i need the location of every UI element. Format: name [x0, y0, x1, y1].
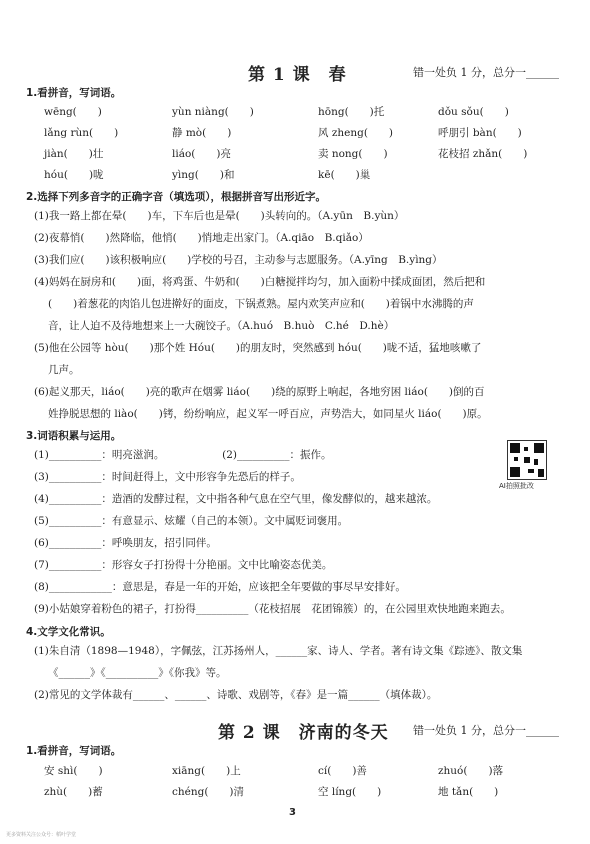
lesson1-score: 错一处负 1 分，总分一______ — [413, 66, 559, 79]
question-line: (6)__________：呼唤朋友，招引同伴。 — [34, 537, 217, 549]
grid-cell: 卖 nong( ) — [318, 148, 388, 160]
grid-cell: 呼朋引 bàn( ) — [438, 127, 522, 139]
grid-cell: cí( )善 — [318, 765, 367, 777]
grid-cell: xiāng( )上 — [172, 765, 241, 777]
question-line: (4)妈妈在厨房和( )面，将鸡蛋、牛奶和( )白糖搅拌均匀，加入面粉中揉成面团，然后把和 — [34, 276, 486, 288]
grid-cell: zhù( )蓄 — [44, 786, 103, 798]
footer-note: 更多资料关注公众号：稻叶学堂 — [6, 832, 77, 838]
grid-cell: hōng( )托 — [318, 106, 385, 118]
lesson1-section2-heading: 2.选择下列多音字的正确字音（填选项），根据拼音写出形近字。 — [26, 191, 327, 203]
qr-code-icon[interactable] — [507, 440, 547, 480]
grid-cell: jiàn( )壮 — [44, 148, 104, 160]
question-line: (1)__________：明亮滋润。 (2)__________：振作。 — [34, 449, 332, 461]
grid-cell: hóu( )咙 — [44, 169, 104, 181]
question-line: (9)小姑娘穿着粉色的裙子，打扮得__________（花枝招展 花团锦簇）的，在公园里欢快地跑来跑去。 — [34, 603, 511, 615]
question-line: (8)____________：意思是，春是一年的开始，应该把全年要做的事尽早安排好。 — [34, 581, 406, 593]
lesson1-title: 第 1 课 春 — [248, 65, 347, 85]
question-line: 姓挣脱思想的 liào( )铐，纷纷响应，起义军一呼百应，声势浩大，如同星火 liáo( )原。 — [48, 408, 488, 420]
question-line: (1)朱自清（1898—1948），字佩弦，江苏扬州人，______家、诗人、学者。著有诗文集《踪迹》、散文集 — [34, 645, 523, 657]
question-line: (5)他在公园等 hòu( )那个姓 Hóu( )的朋友时，突然感到 hóu( )咙不适，猛地咳嗽了 — [34, 342, 482, 354]
grid-cell: 风 zheng( ) — [318, 127, 394, 139]
question-line: (1)我一路上都在晕( )车，下车后也是晕( )头转向的。（A.yūn B.yùn） — [34, 210, 405, 222]
lesson1-section3-heading: 3.词语积累与运用。 — [26, 430, 122, 442]
lesson1-section1-heading: 1.看拼音，写词语。 — [26, 87, 122, 99]
grid-cell: 空 líng( ) — [318, 786, 382, 798]
question-line: (5)__________：有意显示、炫耀（自己的本领）。文中属贬词褒用。 — [34, 515, 349, 527]
question-line: (3)我们应( )该积极响应( )学校的号召，主动参与志愿服务。（A.yīng B.yìng） — [34, 254, 443, 266]
page-number: 3 — [289, 807, 296, 818]
question-line: 几声。 — [48, 364, 80, 376]
grid-cell: liáo( )亮 — [172, 148, 231, 160]
grid-cell: kē( )巢 — [318, 169, 371, 181]
grid-cell: lǎng rùn( ) — [44, 127, 119, 139]
grid-cell: 静 mò( ) — [172, 127, 232, 139]
lesson2-title: 第 2 课 济南的冬天 — [218, 723, 389, 743]
question-line: (4)__________：造酒的发酵过程，文中指各种气息在空气里，像发酵似的，越来越浓。 — [34, 493, 438, 505]
grid-cell: dǒu sǒu( ) — [438, 106, 509, 118]
question-line: (2)常见的文学体裁有______、______、诗歌、戏剧等，《春》是一篇______（填体裁）。 — [34, 689, 438, 701]
question-line: 《______》《__________》《你我》等。 — [48, 667, 227, 679]
question-line: (6)起义那天，liáo( )亮的歌声在烟雾 liáo( )绕的原野上响起，各地穷困 liáo( )倒的百 — [34, 386, 485, 398]
grid-cell: 花枝招 zhǎn( ) — [438, 148, 528, 160]
question-line: (7)__________：形容女子打扮得十分艳丽。文中比喻姿态优美。 — [34, 559, 333, 571]
grid-cell: zhuó( )落 — [438, 765, 504, 777]
grid-cell: chéng( )清 — [172, 786, 245, 798]
lesson1-section4-heading: 4.文学文化常识。 — [26, 626, 111, 638]
grid-cell: 地 tǎn( ) — [438, 786, 499, 798]
question-line: ( )着葱花的肉馅儿包进擀好的面皮，下锅煮熟。屋内欢笑声应和( )着锅中水沸腾的声 — [48, 298, 474, 310]
grid-cell: wēng( ) — [44, 106, 102, 118]
lesson2-section1-heading: 1.看拼音，写词语。 — [26, 745, 122, 757]
ai-grading-label: AI拍照批改 — [499, 482, 534, 490]
grid-cell: yùn niàng( ) — [172, 106, 254, 118]
lesson2-score: 错一处负 1 分，总分一______ — [413, 724, 559, 737]
question-line: (3)__________：时间赶得上，文中形容争先恐后的样子。 — [34, 471, 301, 483]
question-line: (2)夜幕悄( )然降临，他悄( )悄地走出家门。（A.qiāo B.qiǎo） — [34, 232, 369, 244]
grid-cell: yìng( )和 — [172, 169, 235, 181]
grid-cell: 安 shì( ) — [44, 765, 103, 777]
question-line: 音，让人迫不及待地想来上一大碗饺子。（A.huó B.huò C.hé D.hè） — [48, 320, 395, 332]
